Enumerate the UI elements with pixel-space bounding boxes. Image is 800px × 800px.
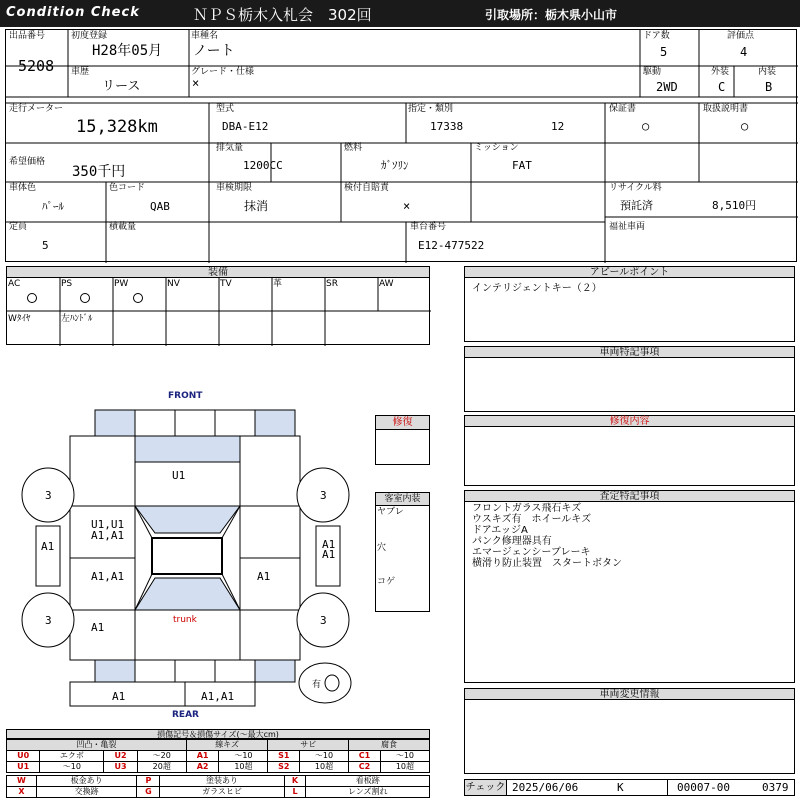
capacity-label: 定員	[9, 222, 28, 232]
capacity: 5	[42, 239, 49, 252]
score-label: 評価点	[727, 31, 755, 41]
inspect-line-6: 横滑り防止装置 スタートボタン	[472, 558, 622, 569]
equip-ac-label: AC	[8, 279, 21, 289]
legend-r4c3: G	[137, 787, 160, 798]
interior: B	[765, 80, 773, 94]
equip-pw-label: PW	[114, 279, 129, 289]
legend-r1c5: A1	[186, 751, 219, 762]
legend-r1c9: C1	[349, 751, 381, 762]
change-title: 車両変更情報	[464, 688, 795, 700]
tire-rl: 3	[45, 614, 52, 627]
equip-tv-label: TV	[220, 279, 232, 289]
equip-ps-label: PS	[61, 279, 73, 289]
recycle-status: 預託済	[620, 199, 653, 212]
grade-label: グレード・仕様	[191, 67, 255, 77]
cabin-item-tear: ヤブレ	[377, 507, 404, 517]
equip-pw-check-icon	[133, 293, 143, 303]
equip-ps-check-icon	[80, 293, 90, 303]
appeal-text: インテリジェントキー（２）	[472, 283, 602, 294]
legend-r2c2: 〜10	[40, 762, 104, 773]
score: 4	[740, 45, 748, 59]
legend-r3c6: 看板跡	[306, 776, 430, 787]
chassis-label: 車台番号	[410, 222, 447, 232]
tire-rr: 3	[320, 614, 327, 627]
legend-r4c4: ガラスヒビ	[160, 787, 284, 798]
load-label: 積載量	[109, 222, 137, 232]
legend-r2c4: 20超	[137, 762, 186, 773]
legend-r3c3: P	[137, 776, 160, 787]
legend-h4: 腐食	[349, 740, 430, 751]
inspect-line-3: ドアエッジA	[472, 525, 528, 536]
warranty: ○	[642, 119, 650, 133]
inspect-title: 査定特記事項	[464, 490, 795, 502]
chassis: E12-477522	[418, 239, 485, 252]
footer-divider	[667, 779, 668, 796]
desired-price-label: 希望価格	[9, 157, 46, 167]
legend-r1c1: U0	[7, 751, 40, 762]
mission-label: ミッション	[474, 143, 519, 153]
exterior-label: 外装	[711, 67, 730, 77]
color: ﾊﾟｰﾙ	[42, 200, 64, 213]
legend-r4c1: X	[7, 787, 37, 798]
lot-no: 5208	[18, 57, 55, 75]
legend-r1c4: 〜20	[137, 751, 186, 762]
doors-label: ドア数	[643, 31, 670, 41]
diagram-rear-label: REAR	[172, 710, 199, 720]
cabin-item-burn: コゲ	[377, 577, 396, 587]
displacement: 1200CC	[243, 159, 283, 172]
manual-label: 取扱説明書	[703, 104, 749, 114]
legend-r2c8: 10超	[299, 762, 348, 773]
type-no2: 12	[551, 120, 565, 133]
cabin-item-hole: 穴	[377, 543, 387, 553]
interior-label: 内装	[758, 67, 777, 77]
drive: 2WD	[656, 80, 678, 94]
legend-r3c1: W	[7, 776, 37, 787]
legend-r1c6: 〜10	[219, 751, 268, 762]
trunk-label: trunk	[173, 615, 197, 625]
legend-r2c3: U3	[104, 762, 137, 773]
first-reg-label: 初度登録	[71, 31, 108, 41]
legend-r1c8: 〜10	[299, 751, 348, 762]
insurance-label: 検付自賠責	[344, 183, 390, 193]
welfare-label: 福祉車両	[609, 222, 646, 232]
pickup-location: 引取場所：栃木県小山市	[485, 8, 618, 22]
legend-r3c4: 塗装あり	[160, 776, 284, 787]
legend-r4c2: 交換跡	[36, 787, 136, 798]
mark-right-rear: A1	[257, 570, 271, 583]
legend-r2c9: C2	[349, 762, 381, 773]
legend-r1c10: 〜10	[380, 751, 429, 762]
equip-aw-label: AW	[379, 279, 394, 289]
legend-r2c5: A2	[186, 762, 219, 773]
car-name: ノート	[193, 43, 235, 59]
legend-r2c10: 10超	[380, 762, 429, 773]
legend-title: 損傷記号＆損傷サイズ(〜最大cm)	[6, 729, 430, 739]
lot-no-label: 出品番号	[9, 31, 46, 41]
mark-lrd: A1,A1	[91, 570, 125, 583]
change-panel	[464, 688, 795, 774]
mark-lfd2: A1,A1	[91, 529, 125, 542]
warranty-label: 保証書	[609, 104, 637, 114]
legend-r2c1: U1	[7, 762, 40, 773]
mark-bumper-right: A1,A1	[201, 690, 235, 703]
mark-left-mirror: A1	[41, 540, 55, 553]
equip-sr-label: SR	[326, 279, 338, 289]
special-title: 車両特記事項	[464, 346, 795, 358]
desired-price: 350千円	[72, 164, 126, 180]
cabin-label: 客室内装	[375, 492, 430, 506]
doors: 5	[660, 45, 668, 59]
legend-r4c6: レンズ割れ	[306, 787, 430, 798]
recycle-label: リサイクル料	[609, 183, 662, 193]
mark-bumper-left: A1	[112, 690, 126, 703]
inspect-line-2: ウスキズ有 ホイールキズ	[472, 514, 592, 525]
legend-r2c6: 10超	[219, 762, 268, 773]
diagram-front-label: FRONT	[168, 391, 203, 401]
equip-nv-label: NV	[167, 279, 180, 289]
inspect-line-5: エマージェンシーブレーキ	[472, 547, 591, 558]
mark-roof: U1	[172, 469, 186, 482]
manual: ○	[741, 119, 749, 133]
color-code-label: 色コード	[109, 183, 146, 193]
legend-r1c2: エクボ	[40, 751, 104, 762]
footer-code: 00007-00	[677, 781, 730, 794]
type-no1: 17338	[430, 120, 464, 133]
mileage-label: 走行メーター	[9, 104, 64, 114]
footer-number: 0379	[762, 781, 789, 794]
history: リース	[102, 79, 141, 94]
inspection-label: 車検期限	[216, 183, 253, 193]
recycle-fee: 8,510円	[712, 199, 757, 212]
legend-r4c5: L	[284, 787, 306, 798]
repair-content-title: 修復内容	[464, 415, 795, 427]
legend-table	[6, 739, 430, 773]
legend-r3c5: K	[284, 776, 306, 787]
equip-leather-label: 革	[273, 279, 283, 289]
insurance: ×	[403, 199, 411, 213]
type-label: 指定・類別	[408, 104, 454, 114]
auction-title: ＮＰＳ栃木入札会 302回	[193, 6, 372, 24]
mark-right-mirror1: A1	[322, 538, 336, 551]
model-label: 型式	[216, 104, 235, 114]
inspect-line-1: フロントガラス飛石キズ	[472, 503, 582, 514]
color-label: 車体色	[9, 183, 37, 193]
exterior: C	[718, 80, 726, 94]
fuel: ｶﾞｿﾘﾝ	[381, 159, 409, 172]
legend-h3: サビ	[268, 740, 349, 751]
displacement-label: 排気量	[216, 143, 244, 153]
grade: ×	[192, 76, 200, 90]
footer-checker: K	[617, 781, 624, 794]
inspect-line-4: パンク修理器具有	[472, 536, 552, 547]
mission: FAT	[512, 159, 532, 172]
legend-r1c3: U2	[104, 751, 137, 762]
mark-rear-left: A1	[91, 621, 105, 634]
mark-lfd1: U1,U1	[91, 518, 125, 531]
tire-fl: 3	[45, 489, 52, 502]
appeal-title: アピールポイント	[464, 266, 795, 278]
drive-label: 駆動	[643, 67, 662, 77]
legend-table-2	[6, 775, 430, 798]
car-name-label: 車種名	[191, 31, 219, 41]
legend-h1: 凹凸・亀裂	[7, 740, 187, 751]
history-label: 車歴	[71, 67, 90, 77]
title-en: Condition Check	[6, 5, 140, 20]
legend-h2: 線キズ	[186, 740, 268, 751]
footer-check-label: チェック	[465, 782, 506, 793]
legend-r3c2: 板金あり	[36, 776, 136, 787]
equip-wtire-label: Wﾀｲﾔ	[8, 314, 31, 324]
tire-fr: 3	[320, 489, 327, 502]
mark-right-mirror2: A1	[322, 548, 336, 561]
footer-date: 2025/06/06	[512, 781, 579, 794]
legend-r2c7: S2	[268, 762, 300, 773]
fuel-label: 燃料	[344, 143, 363, 153]
model: DBA-E12	[222, 120, 269, 133]
repair-label: 修復	[375, 415, 430, 430]
legend-r1c7: S1	[268, 751, 300, 762]
equip-lhd-label: 左ﾊﾝﾄﾞﾙ	[61, 314, 93, 324]
inspection: 抹消	[244, 199, 269, 213]
equip-ac-check-icon	[27, 293, 37, 303]
first-reg: H28年05月	[92, 43, 163, 59]
mileage: 15,328km	[76, 117, 158, 137]
color-code: QAB	[150, 200, 170, 213]
equipment-header: 装備	[6, 266, 430, 278]
spare-tire-label: 有	[312, 680, 322, 690]
